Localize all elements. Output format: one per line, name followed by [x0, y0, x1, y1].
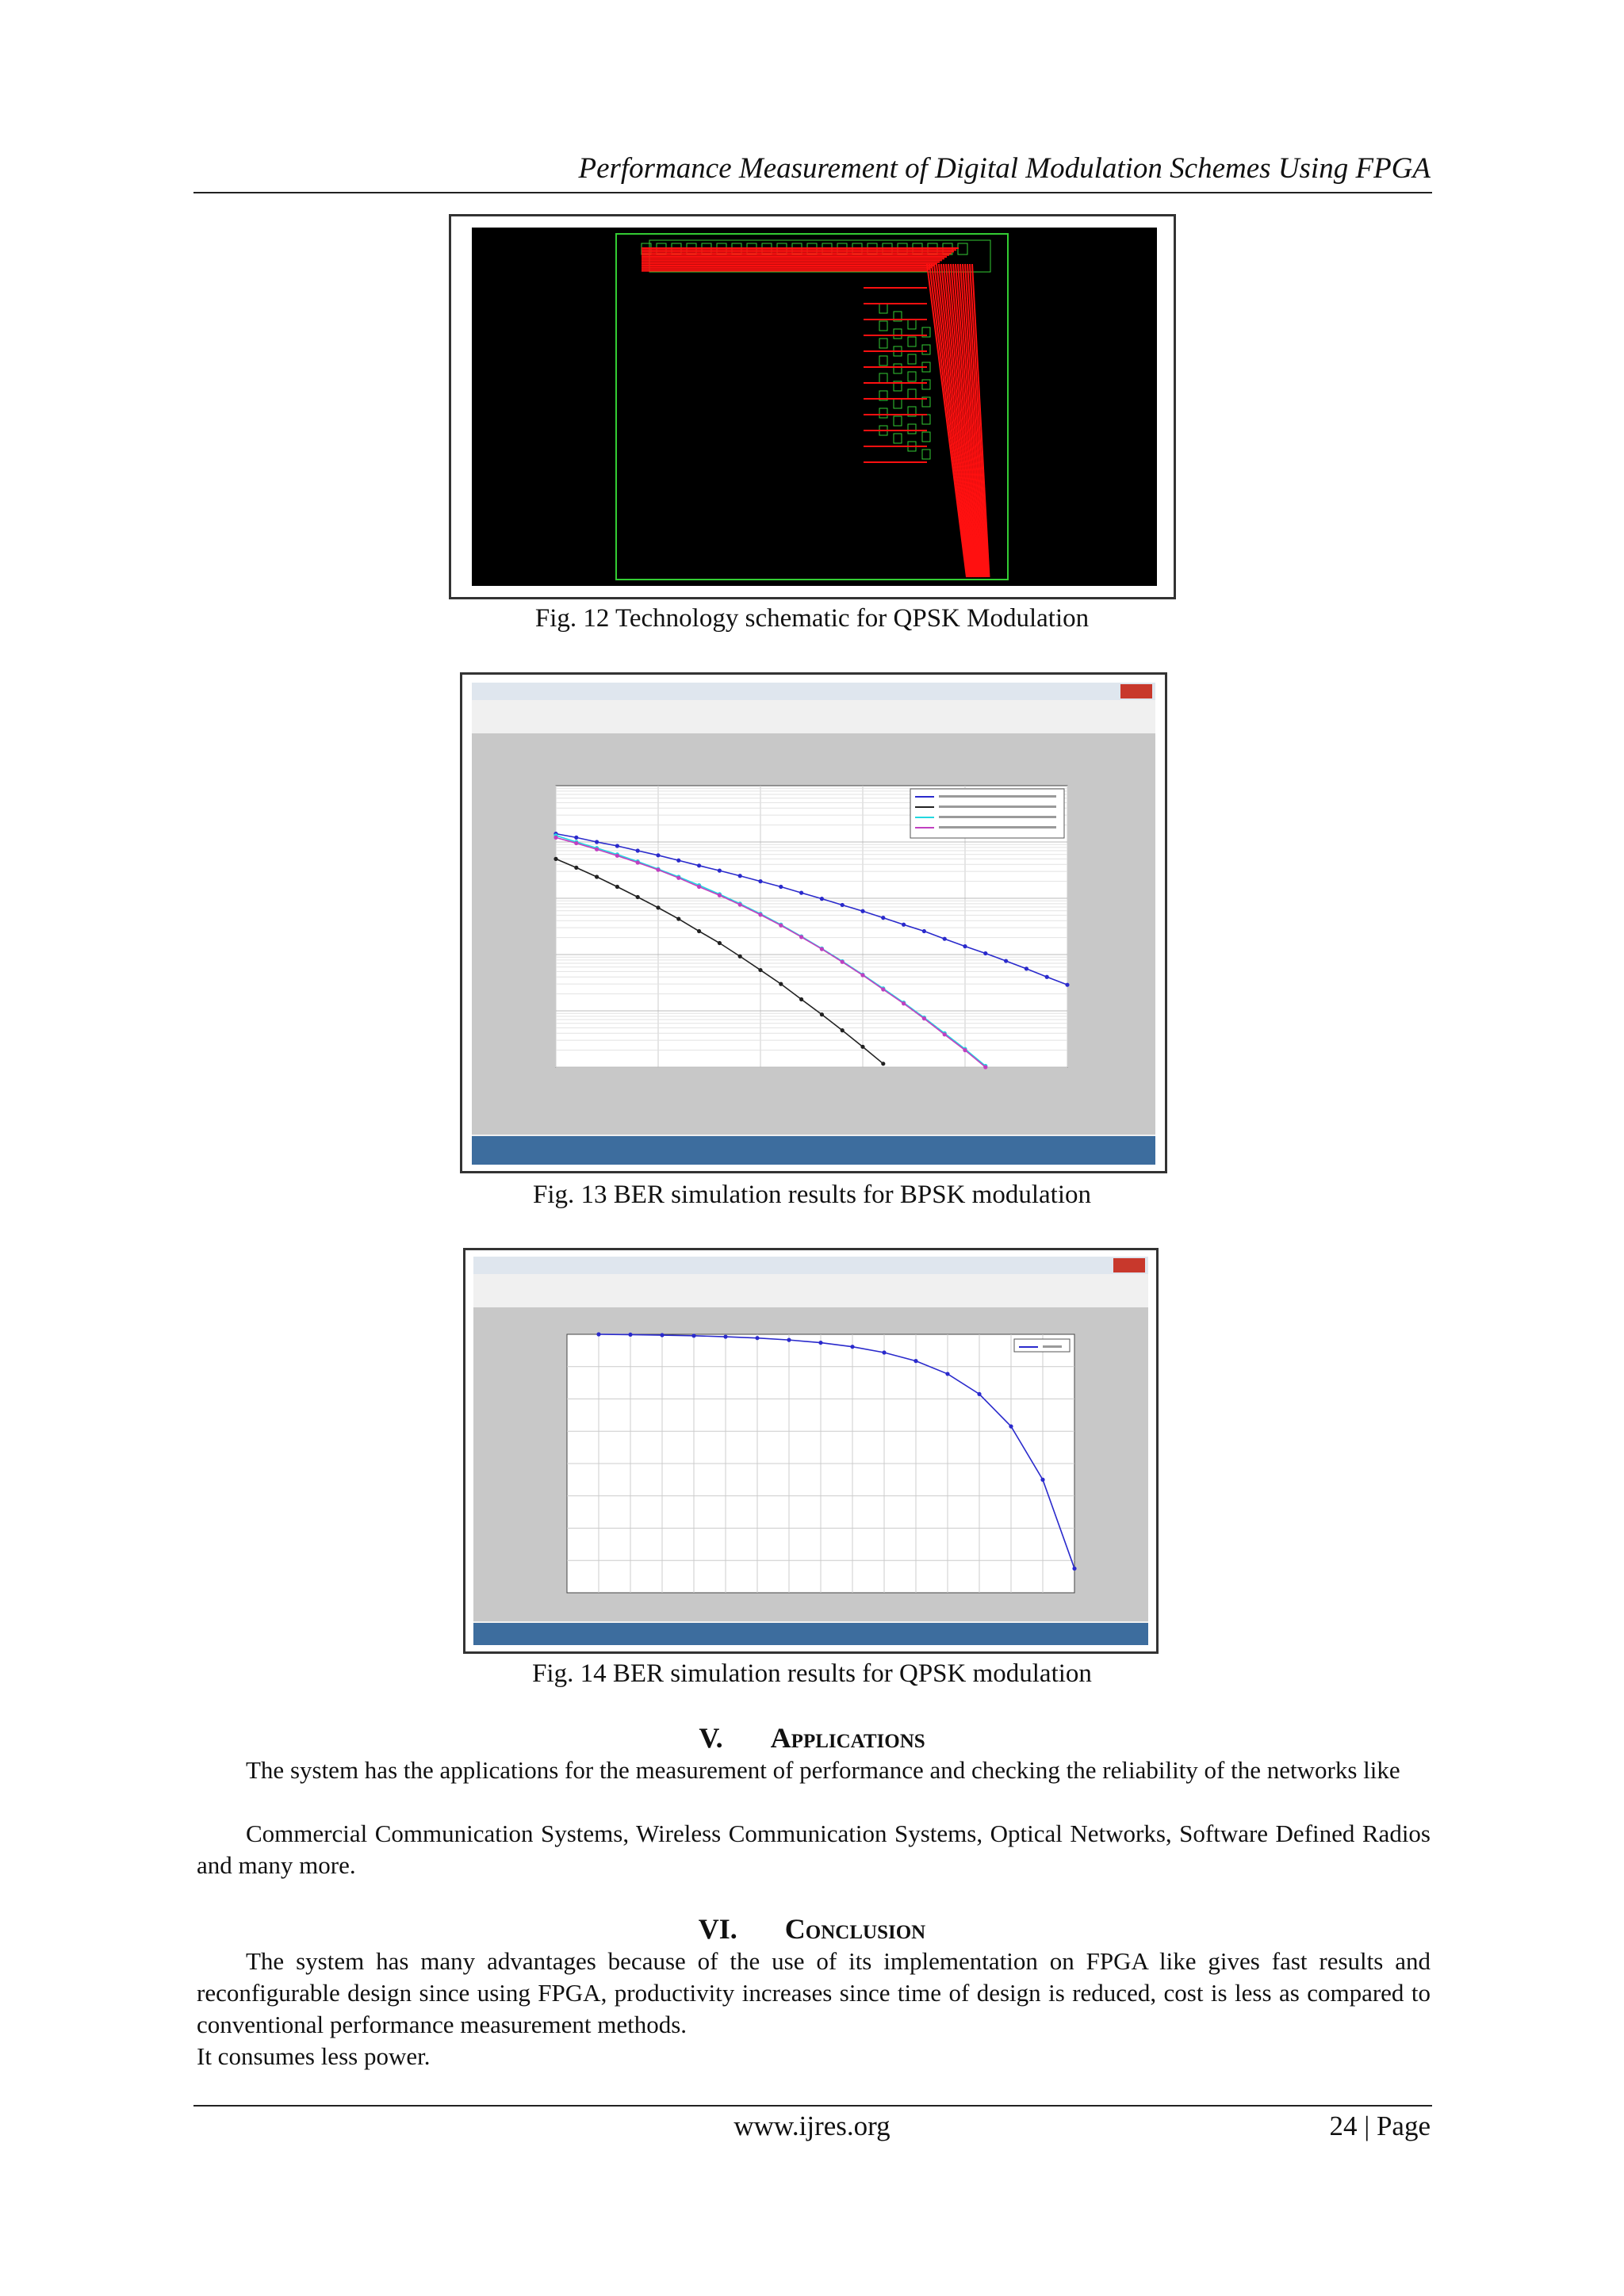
data-point	[860, 973, 864, 977]
data-point	[636, 895, 640, 899]
data-point	[718, 869, 722, 873]
conclusion-paragraph-1: The system has many advantages because of the use of its implementation on FPGA like gives fast results and reconfigurable design since using FPGA, productivity increases since time of design is reduced, cost is less as compared to conventional performance measurement methods.	[197, 1947, 1431, 2038]
data-point	[553, 836, 557, 840]
data-point	[881, 916, 885, 920]
data-point	[922, 1016, 926, 1020]
data-point	[943, 1032, 947, 1036]
data-point	[1009, 1425, 1013, 1429]
taskbar	[473, 1623, 1148, 1645]
applications-paragraph-2: Commercial Communication Systems, Wireless Communication Systems, Optical Networks, Software Defined Radios and many more.	[197, 1820, 1431, 1879]
fig12-caption: Fig. 12 Technology schematic for QPSK Modulation	[534, 604, 1090, 633]
data-point	[656, 905, 660, 909]
data-point	[755, 1336, 759, 1340]
data-point	[723, 1334, 727, 1338]
fig14-caption: Fig. 14 BER simulation results for QPSK modulation	[532, 1659, 1092, 1688]
data-point	[656, 868, 660, 872]
data-point	[977, 1392, 981, 1396]
toolbar[interactable]	[473, 1292, 1148, 1306]
data-point	[697, 863, 701, 867]
data-point	[697, 885, 701, 889]
data-point	[902, 923, 906, 927]
conclusion-paragraph-2: It consumes less power.	[197, 2042, 431, 2070]
section-heading-conclusion	[0, 1911, 1624, 1946]
data-point	[660, 1333, 664, 1337]
window-titlebar	[472, 683, 1155, 700]
data-point	[799, 935, 803, 939]
running-header: Performance Measurement of Digital Modulation Schemes Using FPGA	[578, 152, 1431, 185]
ber-qpsk-chart	[473, 1307, 1148, 1621]
section-number: VI.	[698, 1913, 737, 1945]
figure-area	[472, 733, 1155, 1135]
section-title: Conclusion	[784, 1913, 926, 1945]
data-point	[574, 841, 578, 845]
data-point	[841, 903, 845, 907]
data-point	[676, 859, 680, 863]
data-point	[574, 866, 578, 870]
footer-site: www.ijres.org	[733, 2110, 891, 2141]
data-point	[1040, 1478, 1044, 1482]
data-point	[738, 874, 742, 878]
data-point	[1072, 1567, 1076, 1571]
window-titlebar	[473, 1257, 1148, 1274]
data-point	[850, 1345, 854, 1349]
data-point	[779, 924, 783, 928]
figure-area	[473, 1307, 1148, 1621]
data-point	[860, 909, 864, 913]
data-point	[615, 854, 619, 858]
data-point	[902, 1001, 906, 1005]
data-point	[963, 1048, 967, 1052]
data-point	[820, 1012, 824, 1016]
applications-paragraph-1: The system has the applications for the measurement of performance and checking the reliability of the networks like	[246, 1756, 1400, 1784]
legend-label-blur	[939, 806, 1056, 808]
data-point	[636, 848, 640, 852]
data-point	[595, 874, 599, 878]
toolbar[interactable]	[472, 718, 1155, 732]
data-point	[615, 844, 619, 848]
legend-label-blur	[939, 795, 1056, 798]
data-point	[1045, 975, 1049, 979]
fig13-caption: Fig. 13 BER simulation results for BPSK modulation	[532, 1181, 1092, 1209]
close-button[interactable]	[1113, 1258, 1145, 1272]
data-point	[636, 860, 640, 864]
section-heading-applications	[0, 1720, 1624, 1755]
matlab-window	[472, 683, 1155, 1165]
data-point	[595, 848, 599, 851]
close-button[interactable]	[1120, 684, 1152, 698]
page-number: 24 | Page	[1329, 2110, 1431, 2141]
data-point	[881, 987, 885, 991]
data-point	[676, 916, 680, 920]
data-point	[820, 897, 824, 901]
data-point	[596, 1332, 600, 1336]
data-point	[914, 1359, 917, 1363]
data-point	[860, 1045, 864, 1049]
data-point	[841, 960, 845, 964]
data-point	[779, 885, 783, 889]
ber-bpsk-chart	[472, 733, 1155, 1135]
schematic-background	[472, 228, 1157, 586]
data-point	[945, 1372, 949, 1376]
data-point	[615, 885, 619, 889]
data-point	[718, 894, 722, 897]
data-point	[779, 982, 783, 986]
data-point	[1004, 959, 1008, 962]
data-point	[574, 836, 578, 840]
matlab-window	[473, 1257, 1148, 1645]
data-point	[787, 1338, 791, 1342]
section-number: V.	[699, 1722, 723, 1754]
data-point	[983, 1065, 987, 1069]
data-point	[738, 955, 742, 959]
data-point	[799, 891, 803, 895]
data-point	[818, 1341, 822, 1345]
legend-label-blur	[1043, 1345, 1062, 1348]
figure-13	[460, 672, 1167, 1173]
data-point	[820, 947, 824, 951]
data-point	[1025, 966, 1028, 970]
section-title: Applications	[770, 1722, 925, 1754]
legend-label-blur	[939, 826, 1056, 828]
legend-label-blur	[939, 816, 1056, 818]
data-point	[691, 1334, 695, 1337]
data-point	[697, 929, 701, 933]
technology-schematic	[451, 216, 1174, 597]
header-rule	[193, 192, 1432, 193]
menu-bar[interactable]	[472, 702, 1155, 714]
figure-12	[449, 214, 1176, 599]
data-point	[1065, 983, 1069, 987]
data-point	[799, 997, 803, 1001]
footer-rule	[193, 2105, 1432, 2107]
data-point	[841, 1028, 845, 1032]
data-point	[738, 902, 742, 906]
data-point	[758, 879, 762, 883]
data-point	[882, 1350, 886, 1354]
data-point	[676, 876, 680, 880]
data-point	[758, 913, 762, 916]
data-point	[922, 929, 926, 933]
data-point	[963, 944, 967, 948]
data-point	[943, 937, 947, 941]
data-point	[656, 853, 660, 857]
data-point	[553, 857, 557, 861]
data-point	[881, 1062, 885, 1066]
data-point	[718, 941, 722, 945]
figure-14	[463, 1248, 1159, 1654]
taskbar	[472, 1136, 1155, 1165]
data-point	[595, 840, 599, 844]
data-point	[628, 1333, 632, 1337]
data-point	[983, 951, 987, 955]
menu-bar[interactable]	[473, 1276, 1148, 1288]
data-point	[758, 968, 762, 972]
